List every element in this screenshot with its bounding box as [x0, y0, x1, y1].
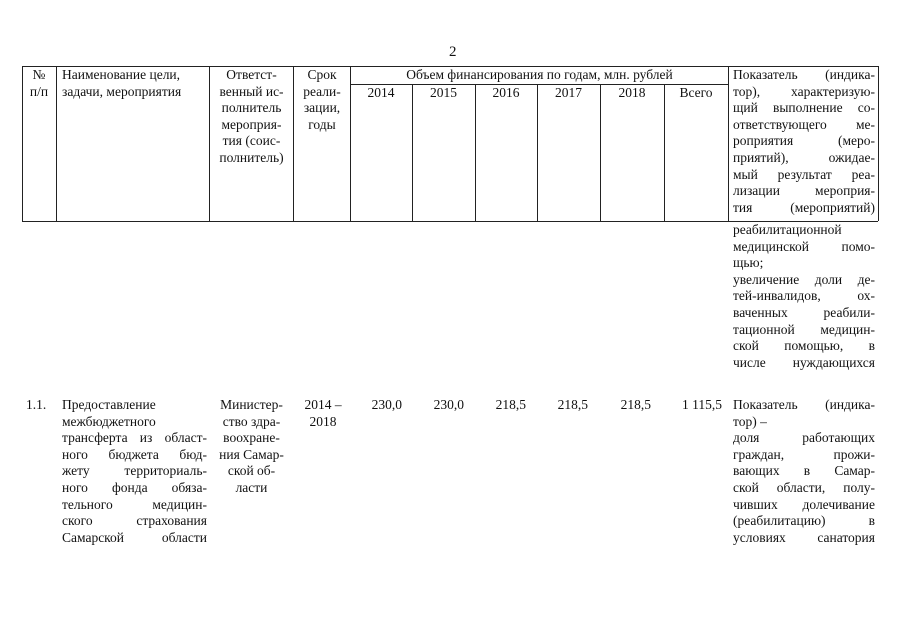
value-2017: 218,5 — [557, 397, 588, 412]
header-year-2018: 2018 — [618, 85, 646, 100]
value-2015: 230,0 — [433, 397, 464, 412]
header-term: Срок реали- зации, годы — [303, 67, 341, 132]
value-2014: 230,0 — [371, 397, 402, 412]
row-name: Предоставление межбюджетного трансферта из област- ного бюджета бюд- жету территориаль- ного фонда обяза- тельного медицин- ского страхования Самарской области — [62, 397, 207, 545]
header-executor: Ответст- венный ис- полнитель мероприя- тия (соис- полнитель) — [219, 67, 284, 165]
header-year-2015: 2015 — [430, 85, 457, 100]
row-term: 2014 – 2018 — [304, 397, 342, 429]
page-number: 2 — [449, 44, 457, 60]
value-total: 1 115,5 — [682, 397, 722, 412]
header-name: Наименование цели, задачи, мероприятия — [62, 67, 182, 99]
value-2018: 218,5 — [620, 397, 651, 412]
row-executor: Министер- ство здра- воохране- ния Самар- ской об- ласти — [219, 397, 284, 495]
header-year-2014: 2014 — [367, 85, 395, 100]
header-number: № п/п — [29, 67, 49, 99]
value-2016: 218,5 — [495, 397, 526, 412]
header-finance: Объем финансирования по годам, млн. рублей — [406, 67, 673, 82]
header-year-2016: 2016 — [492, 85, 520, 100]
indicator-continuation: реабилитационной медицинской помо- щью; увеличение доли де- тей-инвалидов, ох- ваченных реабили- тационной медицин- ской помощью, в числе нуждающихся — [733, 222, 875, 370]
header-indicator: Показатель (индика- тор), характеризую- щий выполнение со- ответствующего ме- роприятия (меро- приятий), ожидае- мый результат реа- лизации мероприя- тия (мероприятий) — [733, 67, 875, 215]
header-year-total: Всего — [679, 85, 713, 100]
row-indicator: Показатель (индика- тор) – доля работающих граждан, прожи- вающих в Самар- ской области, полу- чивших долечивание (реабилитацию) в условиях санатория — [733, 397, 875, 545]
row-number: 1.1. — [26, 397, 47, 412]
header-year-2017: 2017 — [555, 85, 582, 100]
